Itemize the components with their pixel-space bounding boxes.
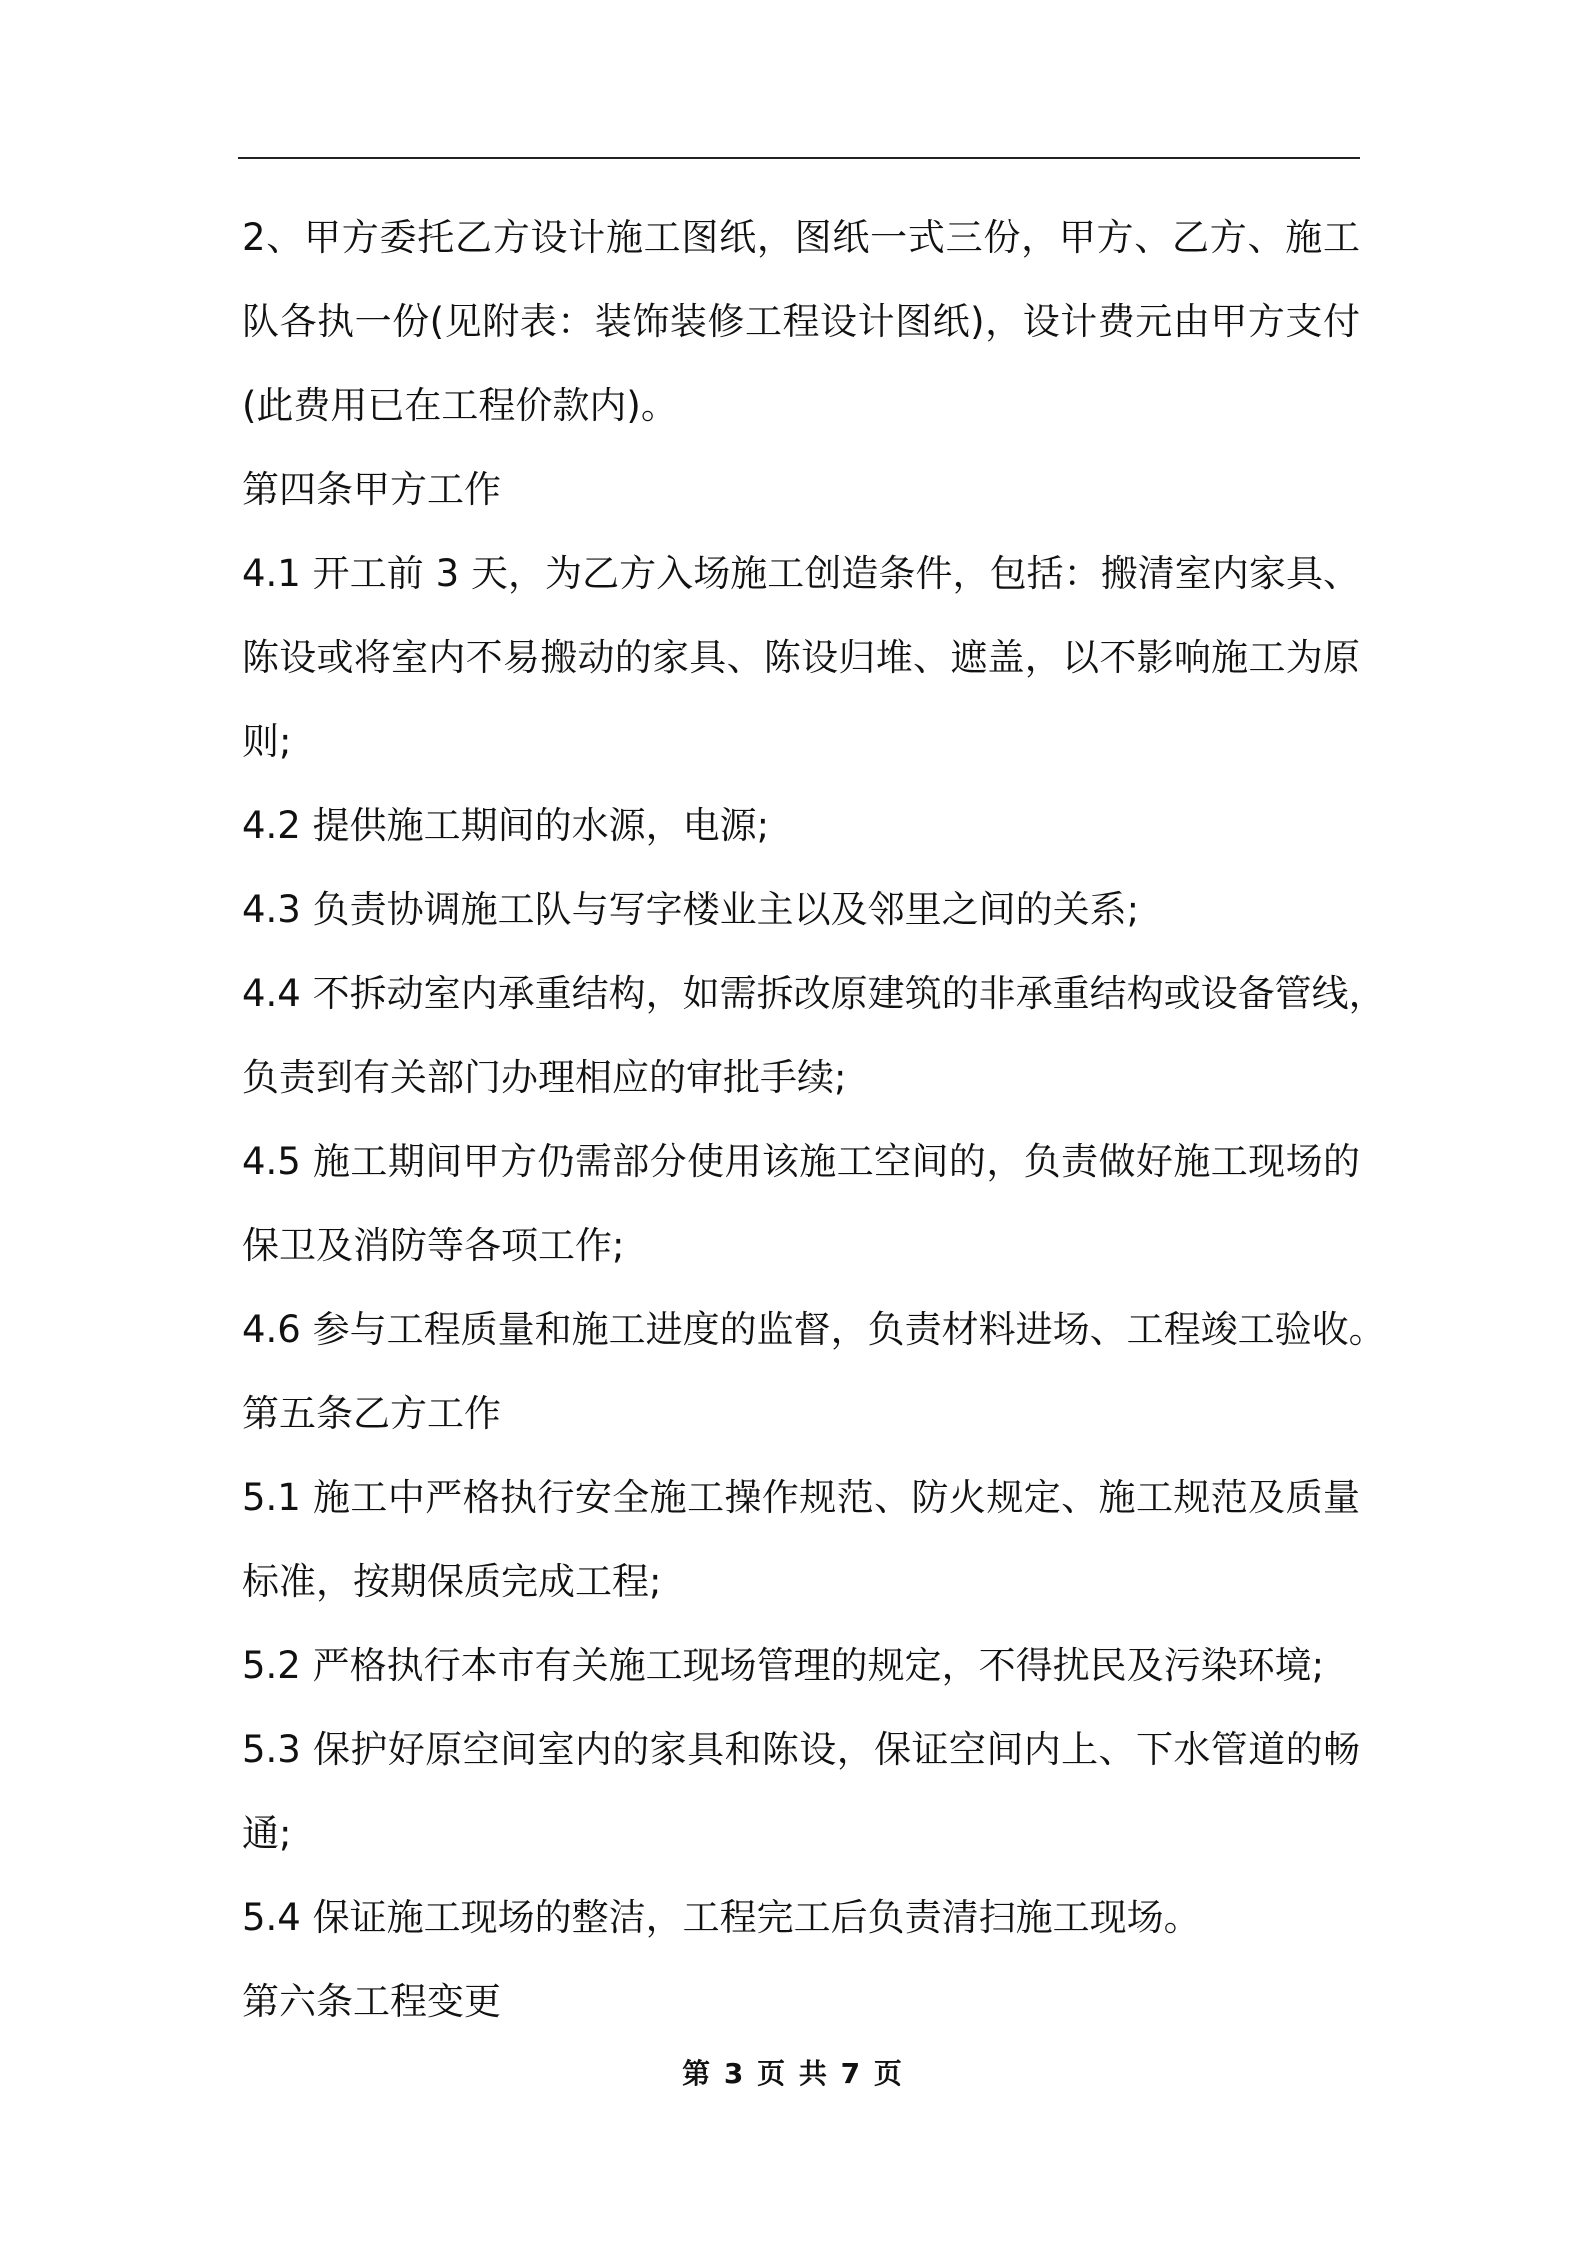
header-rule xyxy=(238,157,1360,159)
paragraph-line: 5.4 保证施工现场的整洁，工程完工后负责清扫施工现场。 xyxy=(242,1896,1201,1939)
paragraph-line: 4.5 施工期间甲方仍需部分使用该施工空间的，负责做好施工现场的 xyxy=(242,1140,1360,1183)
section-heading: 第六条工程变更 xyxy=(242,1980,501,2023)
page-number: 第 3 页 共 7 页 xyxy=(682,2057,904,2090)
paragraph-line: 4.2 提供施工期间的水源，电源; xyxy=(242,804,770,847)
paragraph-line: 5.3 保护好原空间室内的家具和陈设，保证空间内上、下水管道的畅 xyxy=(242,1728,1360,1771)
document-body xyxy=(242,196,1386,2044)
paragraph-line: 负责到有关部门办理相应的审批手续; xyxy=(242,1056,847,1099)
paragraph-line: 则; xyxy=(242,720,292,763)
paragraph-line: 保卫及消防等各项工作; xyxy=(242,1224,625,1267)
paragraph-line: 4.4 不拆动室内承重结构，如需拆改原建筑的非承重结构或设备管线， xyxy=(242,972,1386,1015)
paragraph-line: 4.3 负责协调施工队与写字楼业主以及邻里之间的关系; xyxy=(242,888,1140,931)
paragraph-line: 队各执一份(见附表：装饰装修工程设计图纸)，设计费元由甲方支付 xyxy=(242,300,1360,343)
paragraph-line: 通; xyxy=(242,1812,292,1855)
section-heading: 第五条乙方工作 xyxy=(242,1392,501,1435)
paragraph-line: 5.1 施工中严格执行安全施工操作规范、防火规定、施工规范及质量 xyxy=(242,1476,1360,1519)
paragraph-line: 5.2 严格执行本市有关施工现场管理的规定，不得扰民及污染环境; xyxy=(242,1644,1325,1687)
paragraph-line: 标准，按期保质完成工程; xyxy=(242,1560,662,1603)
paragraph-line: 陈设或将室内不易搬动的家具、陈设归堆、遮盖，以不影响施工为原 xyxy=(242,636,1360,679)
paragraph-line: 4.1 开工前 3 天，为乙方入场施工创造条件，包括：搬清室内家具、 xyxy=(242,552,1360,595)
paragraph-line: (此费用已在工程价款内)。 xyxy=(242,384,678,427)
paragraph-line: 2、甲方委托乙方设计施工图纸，图纸一式三份，甲方、乙方、施工 xyxy=(242,216,1360,259)
section-heading: 第四条甲方工作 xyxy=(242,468,501,511)
paragraph-line: 4.6 参与工程质量和施工进度的监督，负责材料进场、工程竣工验收。 xyxy=(242,1308,1386,1351)
